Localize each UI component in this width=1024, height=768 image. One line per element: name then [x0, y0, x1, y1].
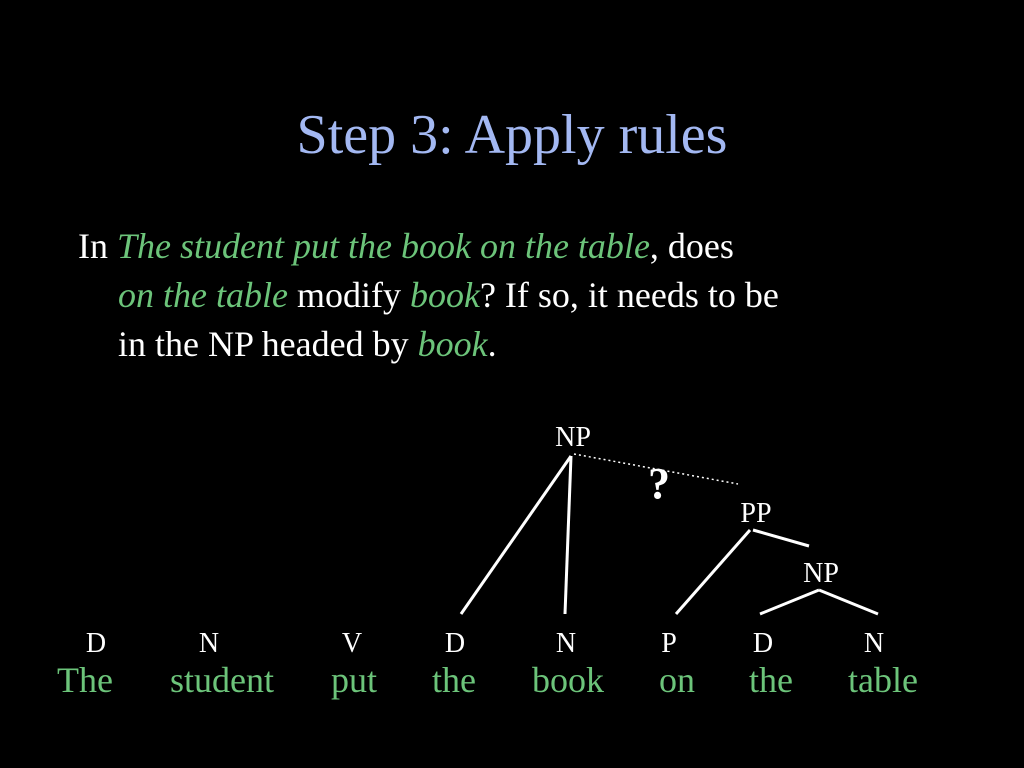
highlighted-phrase: on the table	[118, 275, 288, 315]
question-text-segment: in the NP headed by	[118, 324, 418, 364]
question-text-segment: .	[487, 324, 497, 364]
tag-n: N	[863, 628, 885, 659]
tag-n: N	[198, 628, 220, 659]
tag-d: D	[444, 628, 466, 659]
tag-d: D	[752, 628, 774, 659]
word-book: book	[532, 660, 604, 700]
word-on: on	[659, 660, 695, 700]
tag-v: V	[341, 628, 363, 659]
branch-np-to-n	[565, 456, 571, 614]
tag-n: N	[555, 628, 577, 659]
word-the: the	[432, 660, 476, 700]
highlighted-word: book	[417, 324, 488, 364]
question-text-segment: In	[78, 226, 117, 266]
question-mark: ?	[648, 459, 670, 508]
np-node-lower: NP	[803, 558, 839, 589]
tag-p: P	[661, 628, 677, 659]
word-the: The	[57, 660, 113, 700]
question-text-segment: , does	[649, 226, 734, 266]
word-student: student	[170, 660, 274, 700]
question-text-segment: modify	[287, 275, 410, 315]
highlighted-word: book	[409, 275, 480, 315]
branch-np-to-d-lower	[760, 590, 819, 614]
tag-d: D	[85, 628, 107, 659]
question-text-segment: ? If so, it needs to be	[479, 275, 779, 315]
branch-pp-to-p	[676, 530, 750, 614]
np-node-upper: NP	[555, 422, 591, 453]
slide-title: Step 3: Apply rules	[296, 104, 728, 166]
pp-node: PP	[740, 498, 772, 529]
word-the: the	[749, 660, 793, 700]
branch-np-to-n-lower	[819, 590, 878, 614]
word-put: put	[330, 660, 378, 700]
branch-pp-to-np	[753, 530, 809, 546]
word-table: table	[848, 660, 918, 700]
branch-np-to-d	[461, 456, 571, 614]
example-sentence: The student put the book on the table	[117, 226, 650, 266]
